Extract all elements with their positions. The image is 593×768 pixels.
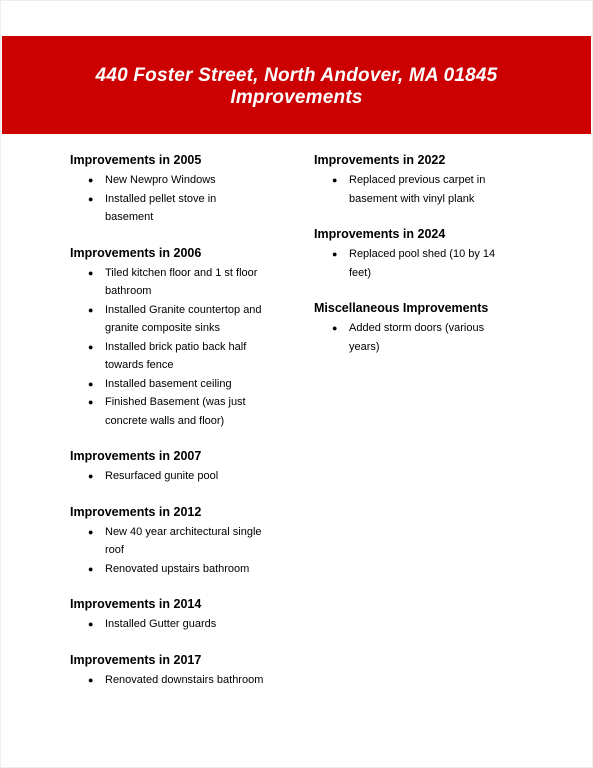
improvement-section (70, 652, 310, 690)
list-item-text: New 40 year architectural single roof (105, 525, 262, 556)
list-item (70, 523, 310, 560)
list-item-text: New Newpro Windows (105, 174, 216, 186)
improvement-list (70, 615, 310, 634)
bullet-icon: ● (88, 674, 94, 685)
list-item (70, 671, 310, 690)
header-banner (2, 36, 591, 134)
section-heading: Improvements in 2006 (70, 245, 202, 260)
page-subtitle: Improvements (230, 87, 363, 108)
improvement-section (314, 152, 574, 208)
improvement-section (70, 596, 310, 634)
improvement-section (314, 226, 574, 282)
bullet-icon: ● (88, 397, 94, 407)
bullet-icon: ● (88, 378, 94, 389)
section-heading: Improvements in 2022 (314, 153, 446, 167)
bullet-icon: ● (332, 249, 338, 259)
improvement-list (314, 245, 574, 282)
improvement-list (70, 171, 310, 227)
improvement-section (70, 245, 310, 431)
bullet-icon: ● (332, 175, 338, 185)
list-item (70, 393, 310, 430)
improvement-list (70, 264, 310, 431)
bullet-icon: ● (88, 526, 94, 537)
section-heading: Improvements in 2014 (70, 597, 202, 611)
list-item (314, 171, 574, 208)
list-item (70, 264, 310, 301)
bullet-icon: ● (332, 323, 338, 333)
bullet-icon: ● (88, 193, 94, 204)
list-item (314, 245, 574, 282)
improvement-list (70, 523, 310, 579)
improvement-section (70, 504, 310, 579)
list-item-text: Installed pellet stove in basement (105, 192, 217, 223)
improvement-list (314, 171, 574, 208)
improvement-list (314, 319, 574, 356)
list-item (70, 615, 310, 634)
section-heading: Improvements in 2012 (70, 504, 202, 519)
list-item-text: Resurfaced gunite pool (105, 470, 219, 482)
bullet-icon: ● (88, 619, 94, 629)
list-item-text: Tiled kitchen floor and 1 st floor bathroom (105, 266, 258, 297)
section-heading: Improvements in 2005 (70, 153, 202, 167)
list-item (70, 560, 310, 579)
section-heading: Miscellaneous Improvements (314, 301, 489, 315)
improvement-list (70, 671, 310, 690)
list-item-text: Replaced previous carpet in basement with vinyl plank (349, 174, 486, 205)
right-column (314, 152, 574, 356)
list-item-text: Installed Gutter guards (105, 618, 217, 630)
list-item (70, 190, 310, 227)
list-item-text: Replaced pool shed (10 by 14 feet) (349, 248, 496, 279)
bullet-icon: ● (88, 175, 94, 185)
section-heading: Improvements in 2024 (314, 227, 446, 241)
list-item-text: Added storm doors (various years) (349, 322, 485, 353)
list-item-text: Installed basement ceiling (105, 377, 232, 390)
improvement-section (314, 300, 574, 356)
list-item (314, 319, 574, 356)
list-item-text: Renovated downstairs bathroom (105, 673, 264, 686)
list-item-text: Installed Granite countertop and granite composite sinks (105, 303, 262, 334)
left-column (70, 152, 310, 689)
bullet-icon: ● (88, 563, 94, 574)
bullet-icon: ● (88, 341, 94, 352)
list-item (70, 467, 310, 486)
improvement-list (70, 467, 310, 486)
page-title: 440 Foster Street, North Andover, MA 01845 (95, 65, 498, 86)
improvement-section (70, 152, 310, 227)
list-item (70, 171, 310, 190)
improvement-section (70, 448, 310, 486)
bullet-icon: ● (88, 471, 94, 481)
bullet-icon: ● (88, 267, 94, 278)
list-item (70, 301, 310, 338)
bullet-icon: ● (88, 304, 94, 315)
list-item-text: Installed brick patio back half towards fence (105, 340, 247, 371)
list-item (70, 338, 310, 375)
list-item-text: Finished Basement (was just concrete walls and floor) (105, 396, 246, 427)
list-item (70, 375, 310, 394)
section-heading: Improvements in 2017 (70, 652, 202, 667)
list-item-text: Renovated upstairs bathroom (105, 562, 250, 575)
section-heading: Improvements in 2007 (70, 449, 202, 463)
